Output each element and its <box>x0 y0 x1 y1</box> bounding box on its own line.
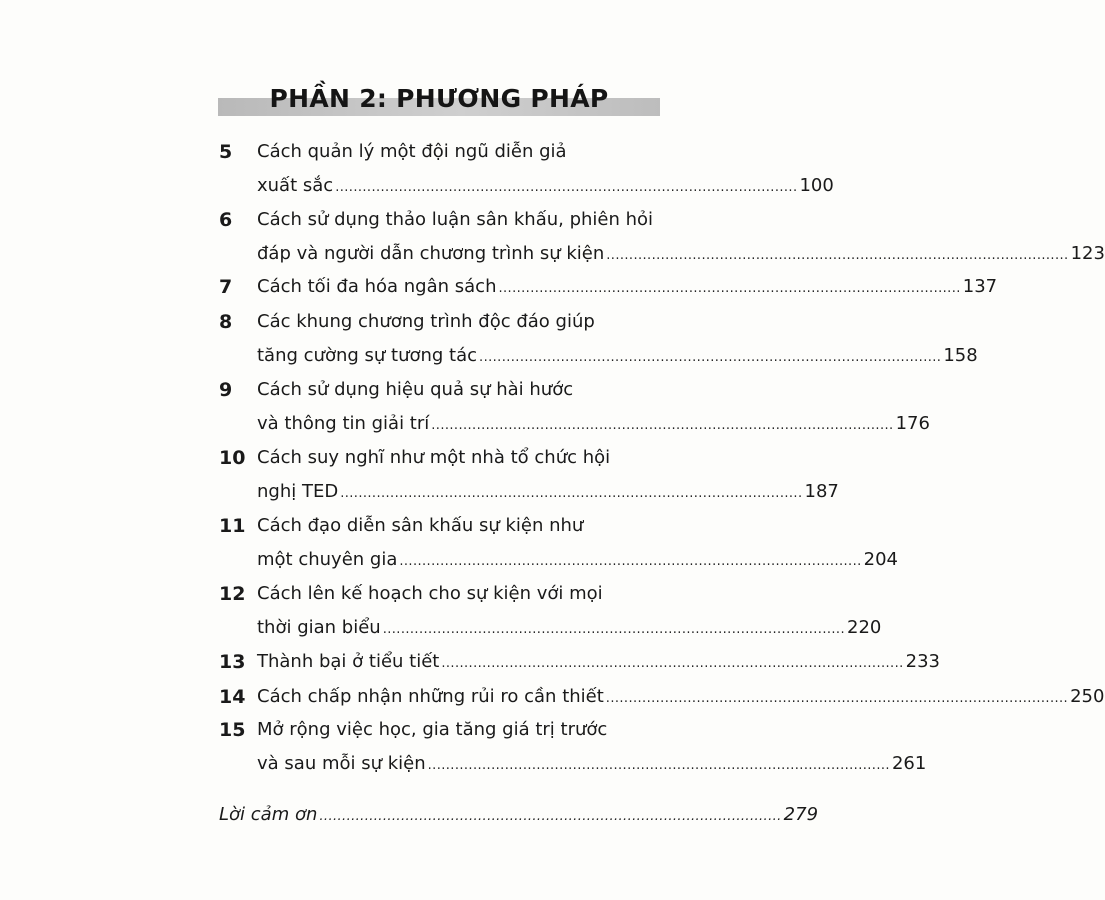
page-number: 220 <box>847 617 882 638</box>
acknowledgements-line <box>219 798 819 832</box>
chapter-title-text: Cách suy nghĩ như một nhà tổ chức hội <box>257 447 611 468</box>
chapter-title-text: Cách chấp nhận những rủi ro cần thiết <box>257 686 604 707</box>
chapter-title-text: xuất sắc <box>257 175 334 196</box>
chapter-title-text: một chuyên gia <box>257 549 398 570</box>
leader-dots: ...................................................................................................... <box>498 281 961 296</box>
chapter-title-text: và sau mỗi sự kiện <box>257 753 426 774</box>
leader-dots: ...................................................................................................... <box>319 809 782 824</box>
chapter-title-text: Thành bại ở tiểu tiết <box>257 651 440 672</box>
chapter-number: 11 <box>219 515 246 537</box>
leader-dots: ...................................................................................................... <box>431 418 894 433</box>
chapter-title-line <box>257 407 930 441</box>
page-number: 176 <box>895 413 930 434</box>
chapter-title-line <box>257 169 834 203</box>
leader-dots: ...................................................................................................... <box>399 554 862 569</box>
chapter-number: 9 <box>219 379 233 401</box>
page-number: 233 <box>905 651 940 672</box>
page-number: 250 <box>1070 686 1105 707</box>
chapter-number: 6 <box>219 209 233 231</box>
chapter-title-line <box>257 680 1105 714</box>
chapter-title-line <box>257 237 1105 271</box>
page-number: 187 <box>804 481 839 502</box>
page-number: 137 <box>962 276 998 297</box>
chapter-number: 7 <box>219 276 233 298</box>
leader-dots: ...................................................................................................... <box>605 691 1069 706</box>
chapter-title-text: và thông tin giải trí <box>257 413 430 434</box>
chapter-number: 13 <box>219 651 246 673</box>
page-number: 279 <box>783 804 819 825</box>
chapter-title-text: Cách sử dụng hiệu quả sự hài hước <box>257 379 574 400</box>
chapter-title-text: Cách đạo diễn sân khấu sự kiện như <box>257 515 584 536</box>
leader-dots: ...................................................................................................... <box>340 486 803 501</box>
chapter-title-text: Cách quản lý một đội ngũ diễn giả <box>257 141 567 162</box>
page-number: 204 <box>863 549 899 570</box>
chapter-title-text: Cách sử dụng thảo luận sân khấu, phiên hỏi <box>257 209 654 230</box>
chapter-title-line <box>257 203 655 237</box>
chapter-title-text: Các khung chương trình độc đáo giúp <box>257 311 595 332</box>
chapter-title-line <box>257 577 655 611</box>
chapter-title-line <box>257 611 882 645</box>
chapter-title-line <box>257 475 839 509</box>
chapter-title-line <box>257 543 899 577</box>
chapter-title-line <box>257 441 655 475</box>
chapter-title-line <box>257 645 940 679</box>
leader-dots: ...................................................................................................... <box>335 180 798 195</box>
section-header <box>218 82 660 122</box>
chapter-title-line <box>257 713 655 747</box>
section-title: PHẦN 2: PHƯƠNG PHÁP <box>269 84 609 113</box>
leader-dots: ...................................................................................................... <box>479 350 942 365</box>
chapter-number: 14 <box>219 686 246 708</box>
chapter-title-text: đáp và người dẫn chương trình sự kiện <box>257 243 605 264</box>
leader-dots: ...................................................................................................... <box>427 758 890 773</box>
page-number: 158 <box>943 345 978 366</box>
page-number: 261 <box>891 753 927 774</box>
chapter-title-line <box>257 305 655 339</box>
leader-dots: ...................................................................................................... <box>441 656 904 671</box>
acknowledgements-label: Lời cảm ơn <box>219 804 318 825</box>
page-number: 100 <box>799 175 834 196</box>
chapter-title-text: Mở rộng việc học, gia tăng giá trị trước <box>257 719 608 740</box>
chapter-number: 5 <box>219 141 233 163</box>
chapter-title-line <box>257 373 655 407</box>
chapter-number: 12 <box>219 583 246 605</box>
chapter-number: 10 <box>219 447 246 469</box>
chapter-title-text: tăng cường sự tương tác <box>257 345 478 366</box>
leader-dots: ...................................................................................................... <box>382 622 845 637</box>
leader-dots: ...................................................................................................... <box>606 248 1069 263</box>
chapter-title-text: nghị TED <box>257 481 339 502</box>
chapter-number: 15 <box>219 719 246 741</box>
chapter-number: 8 <box>219 311 233 333</box>
chapter-title-text: Cách lên kế hoạch cho sự kiện với mọi <box>257 583 603 604</box>
chapter-title-line <box>257 270 998 304</box>
chapter-title-text: Cách tối đa hóa ngân sách <box>257 276 497 297</box>
chapter-title-line <box>257 339 978 373</box>
page-number: 123 <box>1070 243 1105 264</box>
chapter-title-line <box>257 135 655 169</box>
chapter-title-line <box>257 747 927 781</box>
chapter-title-text: thời gian biểu <box>257 617 381 638</box>
chapter-title-line <box>257 509 655 543</box>
